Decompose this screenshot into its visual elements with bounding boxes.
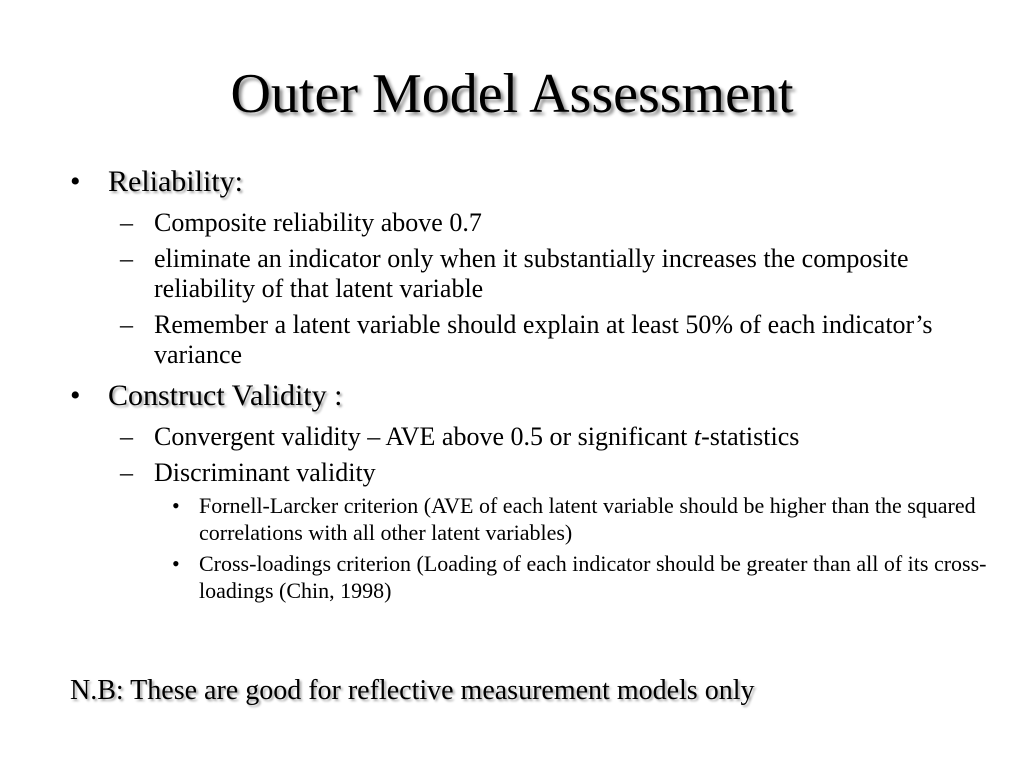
sub-bullet-item [70,310,990,370]
sub-sub-bullet-item [70,550,990,604]
sub-bullet-text: Discriminant validity [154,458,376,487]
sub-bullet-text-italic: t [693,422,702,451]
slide-content [70,162,990,604]
sub-bullet-item [70,422,990,452]
dash-icon: – [120,422,133,451]
section-heading: Construct Validity : [108,379,343,412]
sub-bullet-item [70,244,990,304]
sub-sub-bullet-item [70,492,990,546]
slide-title: Outer Model Assessment [230,63,794,125]
sub-bullet-text-after: -statistics [701,422,800,451]
dash-icon: – [120,208,133,237]
bullet-reliability [70,162,990,202]
dot-icon: • [172,551,180,576]
sub-sub-bullet-text: Fornell-Larcker criterion (AVE of each latent variable should be higher than the squared correlations with all other latent variables) [199,493,976,545]
sub-sub-bullet-text: Cross-loadings criterion (Loading of each indicator should be greater than all of its cross-loadings (Chin, 1998) [199,551,987,603]
bullet-construct-validity [70,376,990,416]
sub-bullet-item [70,458,990,488]
dash-icon: – [120,458,133,487]
sub-bullet-text: eliminate an indicator only when it substantially increases the composite reliability of that latent variable [154,244,909,303]
dash-icon: – [120,310,133,339]
bullet-icon: • [70,379,81,412]
sub-bullet-text: Composite reliability above 0.7 [154,208,482,237]
bullet-icon: • [70,165,81,198]
sub-bullet-item [70,208,990,238]
dot-icon: • [172,493,180,518]
sub-bullet-text-before: Convergent validity – AVE above 0.5 or significant [154,422,694,451]
section-heading: Reliability: [108,165,243,198]
footnote: N.B: These are good for reflective measurement models only [70,675,755,706]
dash-icon: – [120,244,133,273]
sub-bullet-text: Remember a latent variable should explain at least 50% of each indicator’s variance [154,310,933,369]
